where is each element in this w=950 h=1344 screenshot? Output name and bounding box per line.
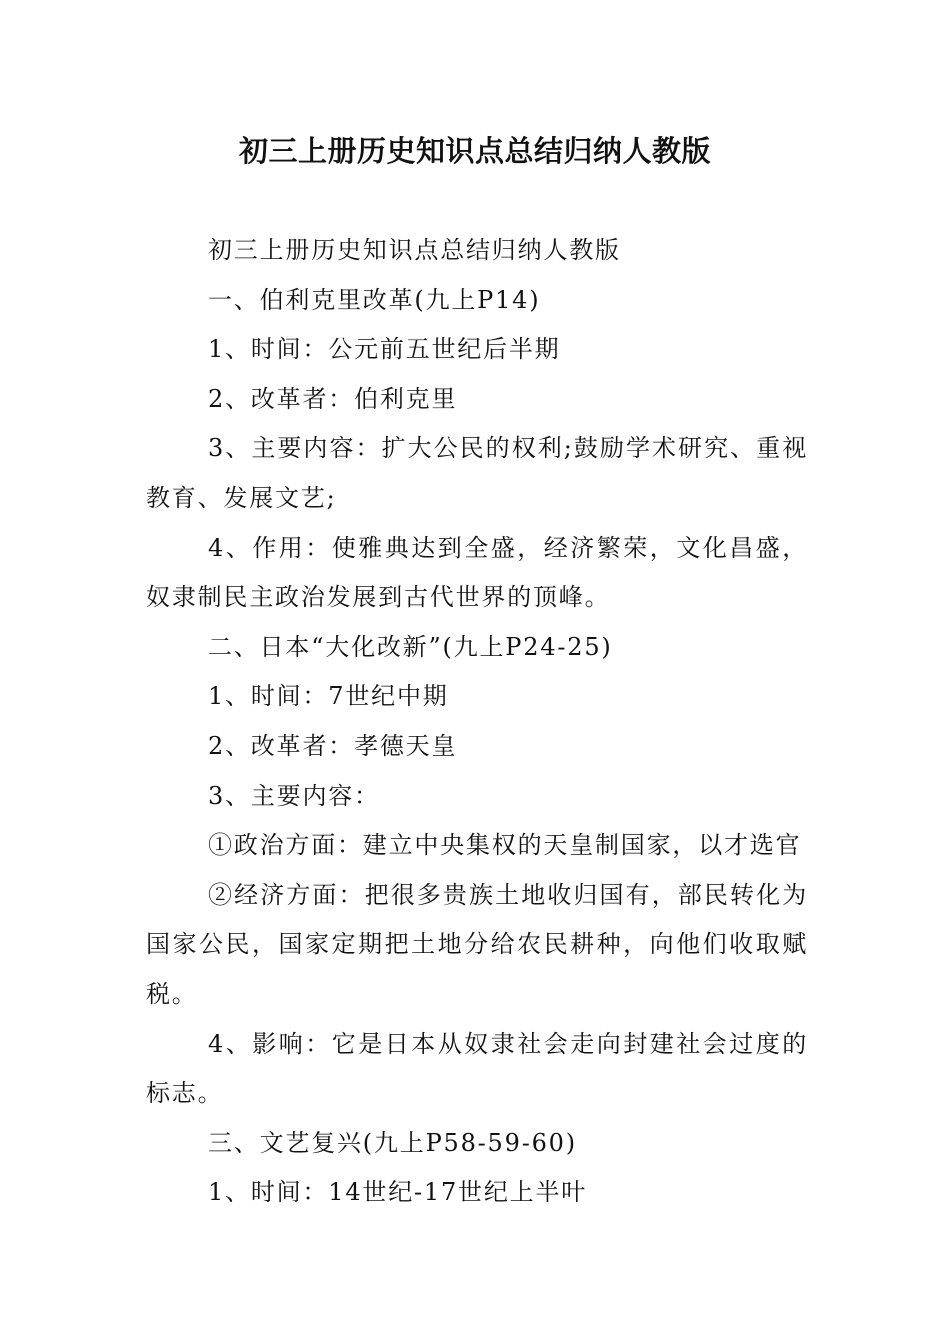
paragraph-subtitle: 初三上册历史知识点总结归纳人教版 (208, 236, 621, 264)
paragraph-item: 3、主要内容： (208, 781, 380, 810)
paragraph-item: ②经济方面：把很多贵族土地收归国有，部民转化为国家公民，国家定期把土地分给农民耕种，向他们收取赋税。 (146, 880, 808, 1008)
paragraph-item: 4、作用：使雅典达到全盛，经济繁荣，文化昌盛，奴隶制民主政治发展到古代世界的顶峰。 (146, 533, 808, 612)
paragraph-item: 2、改革者：伯利克里 (208, 384, 458, 413)
section-heading-renaissance: 三、文艺复兴(九上P58-59-60) (208, 1128, 577, 1157)
paragraph-item: 1、时间：公元前五世纪后半期 (208, 335, 561, 364)
paragraph-item: ①政治方面：建立中央集权的天皇制国家，以才选官 (208, 831, 802, 860)
section-heading-taika-reform: 二、日本“大化改新”(九上P24-25) (208, 632, 613, 661)
paragraph-item: 1、时间：14世纪-17世纪上半叶 (208, 1178, 588, 1207)
document-title: 初三上册历史知识点总结归纳人教版 (238, 134, 711, 168)
paragraph-item: 4、影响：它是日本从奴隶社会走向封建社会过度的标志。 (146, 1029, 808, 1108)
paragraph-item: 2、改革者：孝德天皇 (208, 731, 458, 760)
section-heading-pericles-reform: 一、伯利克里改革(九上P14) (208, 285, 541, 314)
paragraph-item: 3、主要内容：扩大公民的权利;鼓励学术研究、重视教育、发展文艺; (146, 434, 808, 512)
paragraph-item: 1、时间：7世纪中期 (208, 682, 449, 711)
document-body (146, 226, 808, 1218)
